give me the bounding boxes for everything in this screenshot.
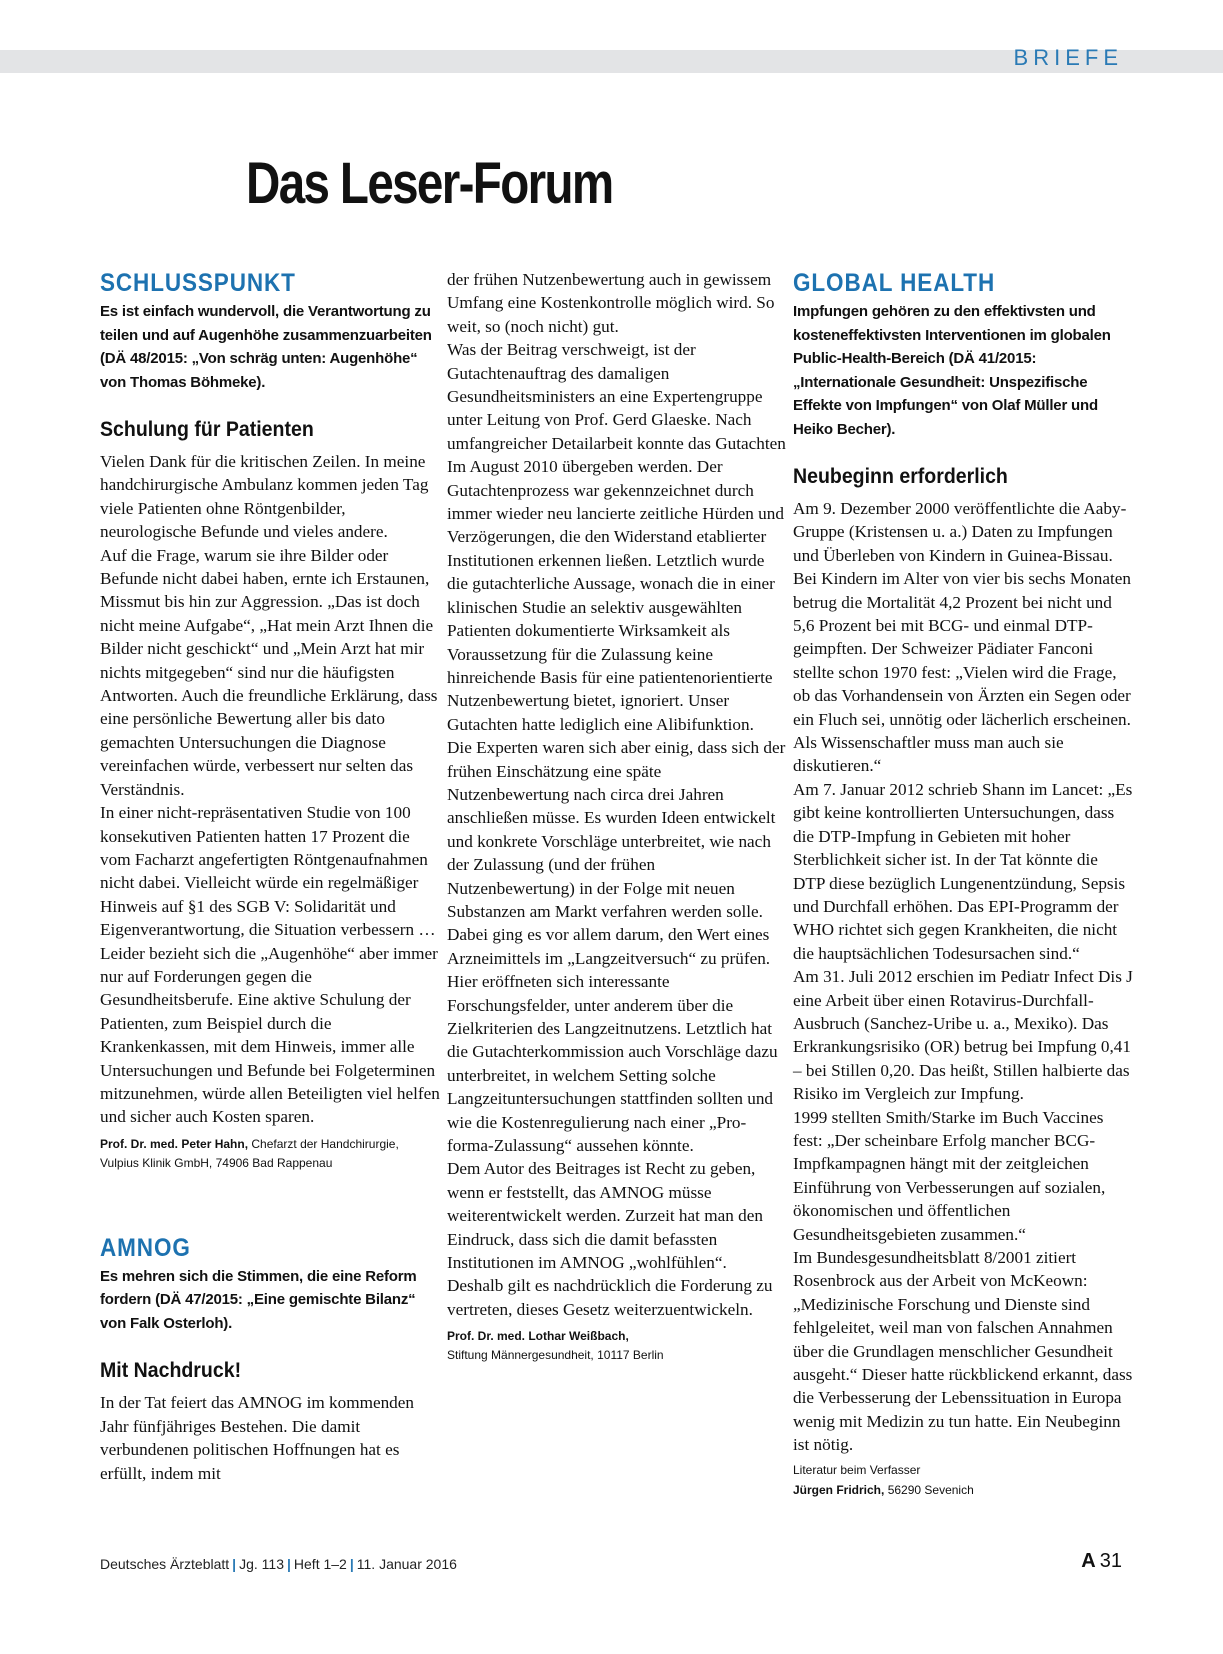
- paragraph: In einer nicht-repräsentativen Studie von 100 konsekutiven Patienten hatten 17 Prozent die vom Facharzt angefertigten Röntgenaufnahmen nicht dabei. Vielleicht würde ein regelmäßiger Hinweis auf §1 des SGB V: Solidarität und Eigenverantwortung, die Situation verbessern …: [100, 803, 436, 940]
- journal-name: Deutsches Ärzteblatt: [100, 1556, 230, 1572]
- author-info: Chefarzt der Handchirurgie, Vulpius Klinik GmbH, 74906 Bad Rappenau: [100, 1136, 399, 1170]
- author-name: Prof. Dr. med. Peter Hahn,: [100, 1136, 249, 1151]
- lead-text: Impfungen gehören zu den effektivsten und kosteneffektivsten Interventionen im globalen Public-Health-Bereich (DÄ 41/2015: „Internationale Gesundheit: Unspezifische Effekte von Impfungen“ von Olaf Müller und Heiko Becher).: [793, 303, 1111, 438]
- paragraph: Am 9. Dezember 2000 veröffentlichte die Aaby-Gruppe (Kristensen u. a.) Daten zu Impfungen und Überleben von Kindern in Guinea-Bissau. Bei Kindern im Alter von vier bis sechs Monaten betrug die Mortalität 4,2 Prozent bei nicht und 5,6 Prozent bei mit BCG- und einmal DTP-geimpften. Der Schweizer Pädiater Fanconi stellte schon 1970 fest: „Vielen wird die Frage, ob das Vorhandensein von Ärzten ein Segen oder ein Fluch sei, unnötig oder lächerlich erscheinen. Als Wissenschaftler muss man auch sie diskutieren.“: [793, 499, 1131, 776]
- footer: [100, 1556, 457, 1572]
- letter-body: [100, 1391, 440, 1485]
- author-name: Jürgen Fridrich,: [793, 1482, 885, 1497]
- lead-text: Es mehren sich die Stimmen, die eine Reform fordern (DÄ 47/2015: „Eine gemischte Bilanz“ von Falk Osterloh).: [100, 1267, 417, 1332]
- author-info: 56290 Sevenich: [887, 1482, 974, 1497]
- issue-date: 11. Januar 2016: [356, 1556, 457, 1572]
- paragraph: der frühen Nutzenbewertung auch in gewissem Umfang eine Kostenkontrolle möglich wird. So weit, so (noch nicht) gut.: [447, 270, 775, 336]
- page-prefix: A: [1081, 1550, 1096, 1572]
- separator: |: [349, 1556, 354, 1572]
- rubric: GLOBAL HEALTH: [793, 269, 996, 297]
- page-number: [1081, 1550, 1122, 1573]
- letter-title: Mit Nachdruck!: [100, 1359, 242, 1383]
- column-3: [793, 268, 1133, 1500]
- paragraph: 1999 stellten Smith/Starke im Buch Vaccines fest: „Der scheinbare Erfolg mancher BCG-Impfkampagnen hängt mit der zeitgleichen Einführung von Verbesserungen auf sozialen, ökonomischen und öffentlichen Gesundheitsgebieten zusammen.“: [793, 1107, 1106, 1244]
- author-info: Stiftung Männergesundheit, 10117 Berlin: [447, 1348, 664, 1363]
- column-2: [447, 268, 787, 1365]
- volume: Jg. 113: [239, 1556, 284, 1572]
- author-signature: [793, 1481, 1133, 1500]
- page-number-value: 31: [1099, 1550, 1122, 1572]
- paragraph: In der Tat feiert das AMNOG im kommenden Jahr fünfjähriges Bestehen. Die damit verbundenen politischen Hoffnungen hat es erfüllt, indem mit: [100, 1393, 414, 1483]
- literature-note: Literatur beim Verfasser: [793, 1462, 921, 1477]
- page-title: Das Leser-Forum: [246, 151, 613, 216]
- letter-body: [793, 497, 1133, 1457]
- author-signature: [100, 1135, 440, 1173]
- paragraph: Vielen Dank für die kritischen Zeilen. In meine handchirurgische Ambulanz kommen jeden Tag viele Patienten ohne Röntgenbilder, neurologische Befunde und vieles andere.: [100, 452, 429, 542]
- paragraph: Im Bundesgesundheitsblatt 8/2001 zitiert Rosenbrock aus der Arbeit von McKeown: „Medizinische Forschung und Dienste sind fehlgeleitet, weil man von falschen Annahmen über die Grundlagen menschlicher Gesundheit ausgeht.“ Dieser hatte rückblickend erkannt, dass die Verbesserung der Lebenssituation in Europa wenig mit Medizin zu tun hatte. Ein Neubeginn ist nötig.: [793, 1248, 1133, 1455]
- author-signature: [447, 1327, 787, 1365]
- column-1: [100, 268, 440, 1485]
- letter-title: Schulung für Patienten: [100, 418, 314, 441]
- paragraph: Die Experten waren sich aber einig, dass sich der frühen Einschätzung eine späte Nutzenbewertung nach circa drei Jahren anschließen müsse. Es wurden Ideen entwickelt und konkrete Vorschläge unterbreitet, wie nach der Zulassung (und der frühen Nutzenbewertung) in der Folge mit neuen Substanzen am Markt verfahren werden solle. Dabei ging es vor allem darum, den Wert eines Arzneimittels im „Langzeitversuch“ zu prüfen. Hier eröffneten sich interessante Forschungsfelder, unter anderem über die Zielkriterien des Langzeitnutzens. Letztlich hat die Gutachterkommission auch Vorschläge dazu unterbreitet, in welchem Setting solche Langzeituntersuchungen stattfinden sollten und wie die Kostenregulierung nach einer „Pro-forma-Zulassung“ aussehen könnte.: [447, 738, 786, 1156]
- author-name: Prof. Dr. med. Lothar Weißbach,: [447, 1329, 629, 1344]
- letter-body: [100, 450, 440, 1129]
- rubric: SCHLUSSPUNKT: [100, 269, 296, 297]
- letter-body-continued: [447, 268, 787, 1321]
- paragraph: Auf die Frage, warum sie ihre Bilder oder Befunde nicht dabei haben, ernte ich Erstaunen, Missmut bis hin zur Aggression. „Das ist doch nicht meine Aufgabe“, „Hat mein Arzt Ihnen die Bilder nicht geschickt“ und „Mein Arzt hat mir nichts mitgegeben“ sind nur die häufigsten Antworten. Auch die freundliche Erklärung, dass eine persönliche Bewertung aller bis dato gemachten Untersuchungen die Diagnose vereinfachen würde, verbessert nur selten das Verständnis.: [100, 545, 438, 799]
- letter-schlusspunkt: [100, 268, 440, 1173]
- section-label: BRIEFE: [1013, 45, 1123, 70]
- paragraph: Am 31. Juli 2012 erschien im Pediatr Infect Dis J eine Arbeit über einen Rotavirus-Durchfall-Ausbruch (Sanchez-Uribe u. a., Mexiko). Das Erkrankungsrisiko (OR) betrug bei Impfung 0,41 – bei Stillen 0,20. Das heißt, Stillen halbierte das Risiko im Vergleich zur Impfung.: [793, 967, 1133, 1104]
- letter-global-health: [793, 268, 1133, 1500]
- paragraph: Am 7. Januar 2012 schrieb Shann im Lancet: „Es gibt keine kontrollierten Untersuchungen, dass die DTP-Impfung in Gebieten mit hoher Sterblichkeit sicher ist. In der Tat könnte die DTP diese bezüglich Lungenentzündung, Sepsis und Durchfall erhöhen. Das EPI-Programm der WHO richtet sich gegen Krankheiten, die nicht die hauptsächlichen Todesursachen sind.“: [793, 779, 1133, 963]
- separator: |: [286, 1556, 291, 1572]
- letter-amnog: [100, 1233, 440, 1485]
- rubric: AMNOG: [100, 1233, 191, 1262]
- lead-text: Es ist einfach wundervoll, die Verantwortung zu teilen und auf Augenhöhe zusammenzuarbeiten (DÄ 48/2015: „Von schräg unten: Augenhöhe“ von Thomas Böhmeke).: [100, 303, 432, 391]
- issue: Heft 1–2: [293, 1556, 347, 1572]
- separator: |: [232, 1556, 237, 1572]
- paragraph: Leider bezieht sich die „Augenhöhe“ aber immer nur auf Forderungen gegen die Gesundheitsberufe. Eine aktive Schulung der Patienten, zum Beispiel durch die Krankenkassen, mit dem Hinweis, immer alle Untersuchungen und Befunde bei Folgeterminen mitzunehmen, würde allen Beteiligten viel helfen und sicher auch Kosten sparen.: [100, 943, 440, 1127]
- paragraph: Dem Autor des Beitrages ist Recht zu geben, wenn er feststellt, das AMNOG müsse weiterentwickelt werden. Zurzeit hat man den Eindruck, dass sich die damit befassten Institutionen im AMNOG „wohlfühlen“. Deshalb gilt es nachdrücklich die Forderung zu vertreten, dieses Gesetz weiterzuentwickeln.: [447, 1159, 773, 1319]
- paragraph: Was der Beitrag verschweigt, ist der Gutachtenauftrag des damaligen Gesundheitsministers an eine Expertengruppe unter Leitung von Prof. Gerd Glaeske. Nach umfangreicher Detailarbeit konnte das Gutachten Im August 2010 übergeben werden. Der Gutachtenprozess war gekennzeichnet durch immer wieder neu lancierte zeitliche Hürden und Verzögerungen, die den Widerstand etablierter Institutionen erkennen ließen. Letztlich wurde die gutachterliche Aussage, wonach die in einer klinischen Studie an selektiv ausgewählten Patienten dokumentierte Wirksamkeit als Voraussetzung für die Zulassung keine hinreichende Basis für eine patientenorientierte Nutzenbewertung bietet, ignoriert. Unser Gutachten hatte lediglich eine Alibifunktion.: [447, 340, 786, 734]
- letter-title: Neubeginn erforderlich: [793, 465, 1008, 488]
